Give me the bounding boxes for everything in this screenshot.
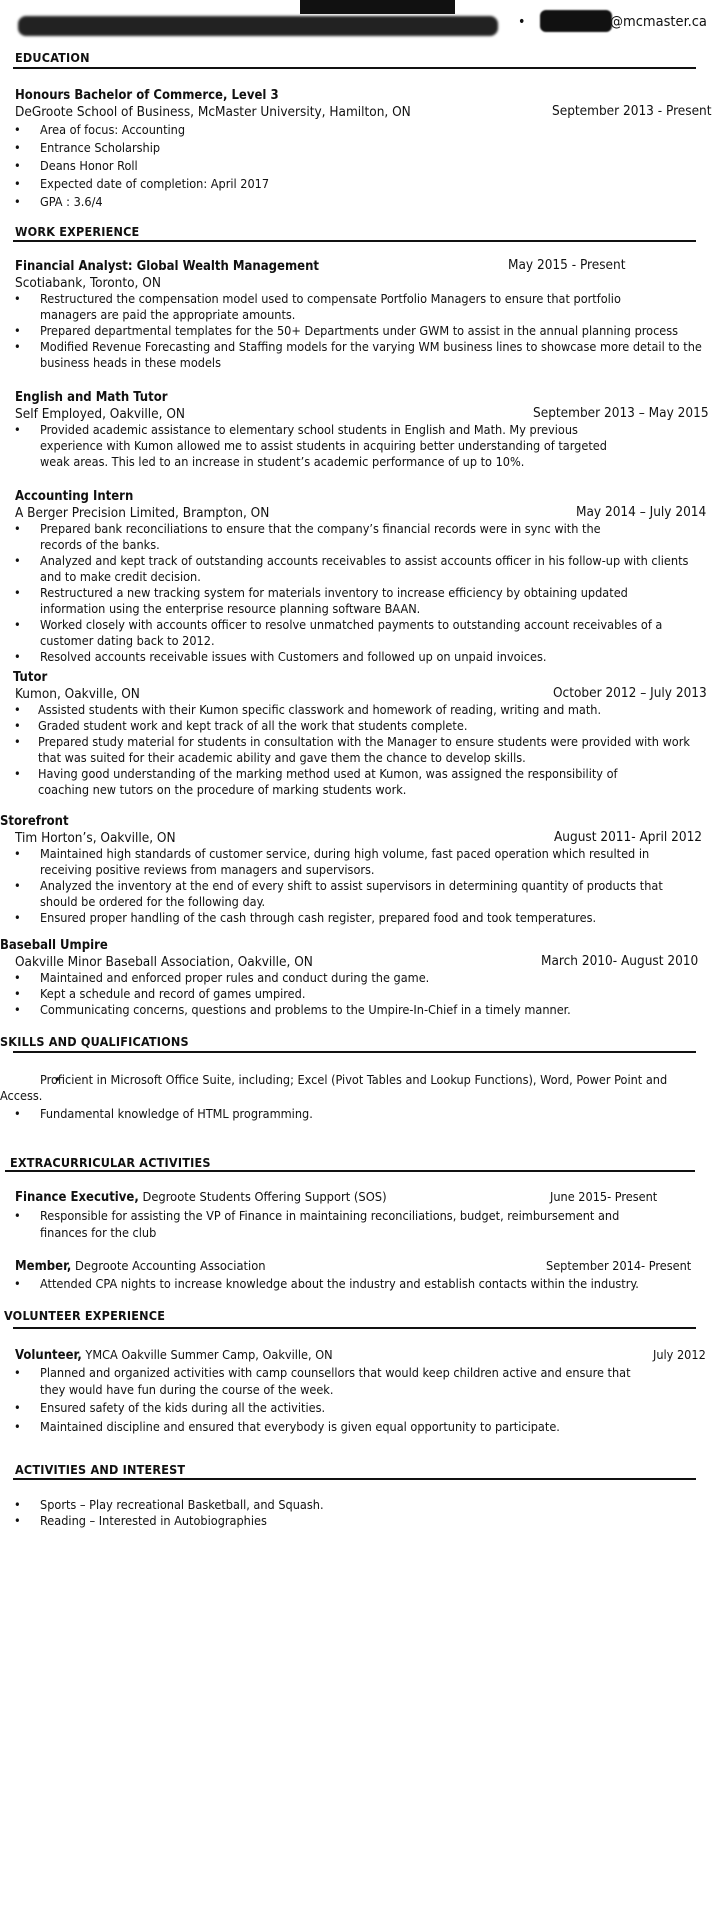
contact-header [0, 8, 712, 38]
job-entry [0, 812, 712, 926]
list-item: • Responsible for assisting the VP of Finance in maintaining reconciliations, budget, reimbursement and finances for the club [0, 1207, 712, 1241]
education-entry [0, 86, 712, 211]
extracurricular-date: September 2014- Present [546, 1258, 692, 1273]
list-item: • Maintained high standards of customer service, during high volume, fast paced operation which resulted in receiving positive reviews from managers and supervisors. [0, 846, 712, 878]
list-item: • Maintained and enforced proper rules and conduct during the game. [0, 970, 712, 986]
job-date: August 2011- April 2012 [554, 829, 703, 845]
list-item: • Maintained discipline and ensured that everybody is given equal opportunity to participate. [0, 1418, 712, 1436]
section-title-skills: SKILLS AND QUALIFICATIONS [0, 1034, 189, 1049]
job-date: October 2012 – July 2013 [553, 685, 707, 701]
job-org: Self Employed, Oakville, ON [15, 406, 185, 422]
job-date: September 2013 – May 2015 [533, 405, 709, 421]
job-title: Financial Analyst: Global Wealth Management [15, 259, 319, 274]
list-item: • Modified Revenue Forecasting and Staffing models for the varying WM business lines to showcase more detail to the business heads in these models [0, 339, 702, 371]
volunteer-role: Volunteer, [15, 1348, 82, 1363]
extracurricular-entry [0, 1188, 712, 1241]
job-entry [0, 257, 712, 371]
list-item: • Ensured proper handling of the cash through cash register, prepared food and took temperatures. [0, 910, 712, 926]
volunteer-entry [0, 1346, 712, 1436]
list-item: • Area of focus: Accounting [0, 121, 712, 139]
job-org: Tim Horton’s, Oakville, ON [15, 830, 176, 846]
section-divider [13, 1051, 696, 1053]
job-org: Scotiabank, Toronto, ON [15, 275, 161, 291]
list-item: • Provided academic assistance to elementary school students in English and Math. My previous experience with Kumon allowed me to assist students in acquiring better understanding of targeted weak areas. This led to an increase in student’s academic performance of up to 10%. [0, 422, 712, 470]
list-item: • Expected date of completion: April 2017 [0, 175, 712, 193]
list-item: • Restructured a new tracking system for materials inventory to increase efficiency by obtaining updated information using the enterprise resource planning software BAAN. [0, 585, 712, 617]
email-domain: @mcmaster.ca [610, 14, 707, 30]
list-item: • GPA : 3.6/4 [0, 193, 712, 211]
volunteer-date: July 2012 [653, 1347, 706, 1362]
list-item: • Entrance Scholarship [0, 139, 712, 157]
list-item: • Ensured safety of the kids during all the activities. [0, 1398, 712, 1418]
list-item: • Fundamental knowledge of HTML programming. [0, 1106, 712, 1122]
list-item: • Sports – Play recreational Basketball, and Squash. [0, 1497, 712, 1513]
list-item: • Assisted students with their Kumon specific classwork and homework of reading, writing and math. [0, 702, 712, 718]
section-divider [13, 1478, 696, 1480]
job-entry [0, 668, 712, 798]
extracurricular-date: June 2015- Present [550, 1189, 658, 1204]
list-item: • Having good understanding of the marking method used at Kumon, was assigned the responsibility of coaching new tutors on the procedure of marking students work. [0, 766, 712, 798]
extracurricular-role: Finance Executive, [15, 1190, 139, 1205]
extracurricular-org: Degroote Accounting Association [71, 1259, 266, 1274]
job-title: Storefront [0, 814, 69, 829]
extracurricular-role: Member, [15, 1259, 72, 1274]
job-org: A Berger Precision Limited, Brampton, ON [15, 505, 270, 521]
list-item: • Prepared study material for students in consultation with the Manager to ensure students were provided with work that was suited for their academic ability and gave them the chance to develop skills. [0, 734, 712, 766]
section-title-work: WORK EXPERIENCE [15, 224, 140, 239]
extracurricular-entry [0, 1257, 712, 1292]
interests-list [0, 1497, 712, 1529]
redacted-name [300, 0, 455, 14]
bullet-icon: • [518, 14, 526, 30]
school-name: DeGroote School of Business, McMaster University, Hamilton, ON [15, 104, 411, 120]
job-org: Kumon, Oakville, ON [15, 686, 140, 702]
extracurricular-org: Degroote Students Offering Support (SOS) [138, 1190, 387, 1205]
list-item: • Reading – Interested in Autobiographies [0, 1513, 712, 1529]
list-item: • Attended CPA nights to increase knowledge about the industry and establish contacts within the industry. [0, 1276, 712, 1292]
section-divider [13, 240, 696, 242]
section-divider [13, 67, 696, 69]
job-entry [0, 487, 712, 665]
redacted-address [18, 16, 498, 36]
list-item: • Resolved accounts receivable issues with Customers and followed up on unpaid invoices. [0, 649, 712, 665]
list-item: • Planned and organized activities with camp counsellors that would keep children active and ensure that they would have fun during the course of the week. [0, 1364, 712, 1398]
section-title-education: EDUCATION [15, 50, 90, 65]
list-item: • Worked closely with accounts officer to resolve unmatched payments to outstanding account receivables of a customer dating back to 2012. [0, 617, 712, 649]
list-item: • Proficient in Microsoft Office Suite, including; Excel (Pivot Tables and Lookup Functions), Word, Power Point and Access. [0, 1072, 712, 1104]
section-title-extracurricular: EXTRACURRICULAR ACTIVITIES [10, 1155, 211, 1170]
job-entry [0, 388, 712, 470]
list-item: • Deans Honor Roll [0, 157, 712, 175]
skills-list [0, 1072, 712, 1122]
job-date: May 2015 - Present [508, 257, 626, 273]
job-date: March 2010- August 2010 [541, 953, 699, 969]
section-title-volunteer: VOLUNTEER EXPERIENCE [4, 1308, 166, 1323]
volunteer-org: YMCA Oakville Summer Camp, Oakville, ON [81, 1347, 333, 1362]
job-title: Tutor [13, 670, 48, 685]
list-item: • Prepared departmental templates for the 50+ Departments under GWM to assist in the annual planning process [0, 323, 702, 339]
section-divider [13, 1327, 696, 1329]
job-entry [0, 936, 712, 1018]
list-item: • Communicating concerns, questions and problems to the Umpire-In-Chief in a timely manner. [0, 1002, 712, 1018]
list-item: • Restructured the compensation model used to compensate Portfolio Managers to ensure that portfolio managers are paid the appropriate amounts. [0, 291, 702, 323]
job-title: Baseball Umpire [0, 938, 108, 953]
list-item: • Kept a schedule and record of games umpired. [0, 986, 712, 1002]
section-divider [5, 1170, 695, 1172]
job-org: Oakville Minor Baseball Association, Oakville, ON [15, 954, 313, 970]
degree-title: Honours Bachelor of Commerce, Level 3 [15, 88, 279, 103]
list-item: • Analyzed the inventory at the end of every shift to assist supervisors in determining quantity of products that should be ordered for the following day. [0, 878, 712, 910]
education-date: September 2013 - Present [552, 103, 712, 119]
job-date: May 2014 – July 2014 [576, 504, 707, 520]
list-item: • Prepared bank reconciliations to ensure that the company’s financial records were in sync with the records of the banks. [0, 521, 712, 553]
job-title: English and Math Tutor [15, 390, 168, 405]
job-title: Accounting Intern [15, 489, 134, 504]
list-item: • Graded student work and kept track of all the work that students complete. [0, 718, 712, 734]
list-item: • Analyzed and kept track of outstanding accounts receivables to assist accounts officer in his follow-up with clients and to make credit decision. [0, 553, 712, 585]
section-title-interests: ACTIVITIES AND INTEREST [15, 1462, 186, 1477]
redacted-email-user [540, 10, 612, 32]
